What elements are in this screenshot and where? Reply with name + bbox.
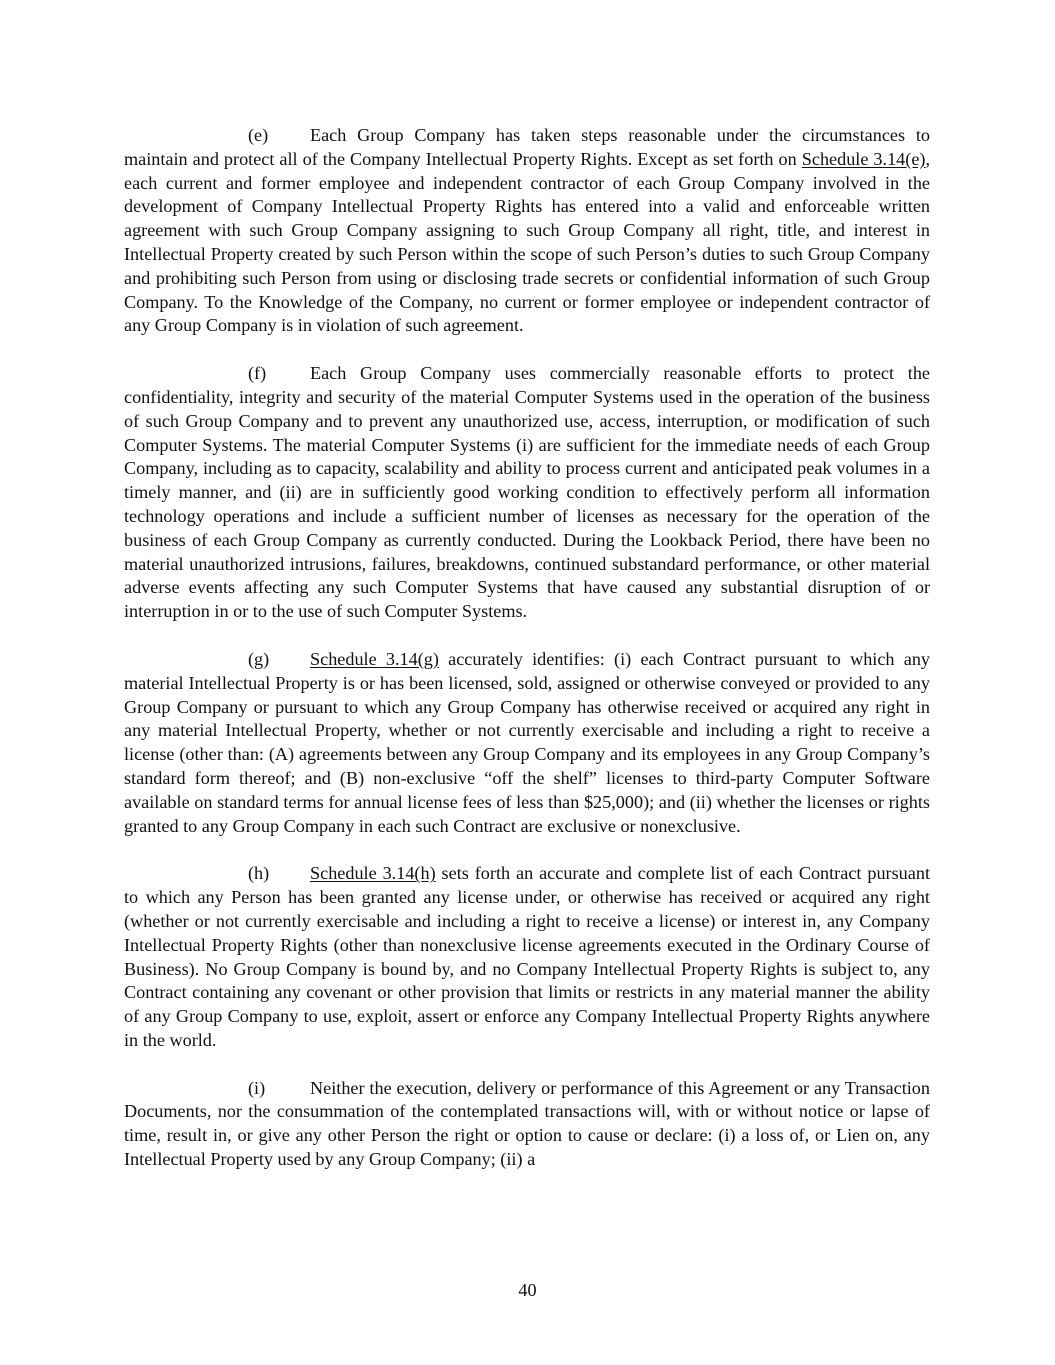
paragraph-f	[124, 362, 930, 624]
document-body	[124, 124, 930, 1196]
paragraph-label: (i)	[248, 1077, 266, 1098]
paragraph-h	[124, 862, 930, 1052]
paragraph-e	[124, 124, 930, 338]
paragraph-label: (f)	[248, 363, 267, 384]
paragraph-g	[124, 648, 930, 838]
paragraph-text: Neither the execution, delivery or performance of this Agreement or any Transaction Documents, nor the consummation of the contemplated transactions will, with or without notice or lapse of time, result in, or give any other Person the right or option to cause or declare: (i) a loss of, or Lien on, any Intellectual Property used by any Group Company; (ii) a	[124, 1077, 930, 1170]
schedule-reference: Schedule 3.14(e)	[801, 148, 926, 169]
schedule-reference: Schedule 3.14(g)	[310, 648, 439, 669]
paragraph-label: (e)	[248, 125, 269, 145]
schedule-reference: Schedule 3.14(h)	[310, 863, 436, 884]
paragraph-i	[124, 1077, 930, 1172]
paragraph-text: Each Group Company uses commercially reasonable efforts to protect the confidentiality, integrity and security of the material Computer Systems used in the operation of the business of such Group Company and to prevent any unauthorized use, access, interruption, or modification of such Computer Systems. The material Computer Systems (i) are sufficient for the immediate needs of each Group Company, including as to capacity, scalability and ability to process current and anticipated peak volumes in a timely manner, and (ii) are in sufficiently good working condition to effectively perform all information technology operations and include a sufficient number of licenses as necessary for the operation of the business of each Group Company as currently conducted. During the Lookback Period, there have been no material unauthorized intrusions, failures, breakdowns, continued substandard performance, or other material adverse events affecting any such Computer Systems that have caused any substantial disruption of or interruption in or to the use of such Computer Systems.	[124, 363, 930, 622]
page-number: 40	[518, 1280, 537, 1300]
paragraph-text: Each Group Company has taken steps reasonable under the circumstances to maintain and protect all of the Company Intellectual Property Rights. Except as set forth on	[124, 125, 930, 169]
paragraph-text: , each current and former employee and independent contractor of each Group Company involved in the development of Company Intellectual Property Rights has entered into a valid and enforceable written agreement with such Group Company assigning to such Group Company all right, title, and interest in Intellectual Property created by such Person within the scope of such Person’s duties to such Group Company and prohibiting such Person from using or disclosing trade secrets or confidential information of such Group Company. To the Knowledge of the Company, no current or former employee or independent contractor of any Group Company is in violation of such agreement.	[124, 148, 930, 336]
paragraph-text: sets forth an accurate and complete list of each Contract pursuant to which any Person has been granted any license under, or otherwise has received or acquired any right (whether or not currently exercisable and including a right to receive a license) or interest in, any Company Intellectual Property Rights (other than nonexclusive license agreements executed in the Ordinary Course of Business). No Group Company is bound by, and no Company Intellectual Property Rights is subject to, any Contract containing any covenant or other provision that limits or restricts in any material manner the ability of any Group Company to use, exploit, assert or enforce any Company Intellectual Property Rights anywhere in the world.	[124, 863, 930, 1050]
paragraph-label: (g)	[248, 648, 270, 669]
paragraph-label: (h)	[248, 863, 270, 884]
paragraph-text: accurately identifies: (i) each Contract pursuant to which any material Intellectual Property is or has been licensed, sold, assigned or otherwise conveyed or provided to any Group Company or pursuant to which any Group Company has otherwise received or acquired any right in any material Intellectual Property, whether or not currently exercisable and including a right to receive a license (other than: (A) agreements between any Group Company and its employees in any Group Company’s standard form thereof; and (B) non-exclusive “off the shelf” licenses to third-party Computer Software available on standard terms for annual license fees of less than $25,000); and (ii) whether the licenses or rights granted to any Group Company in each such Contract are exclusive or nonexclusive.	[124, 648, 931, 836]
